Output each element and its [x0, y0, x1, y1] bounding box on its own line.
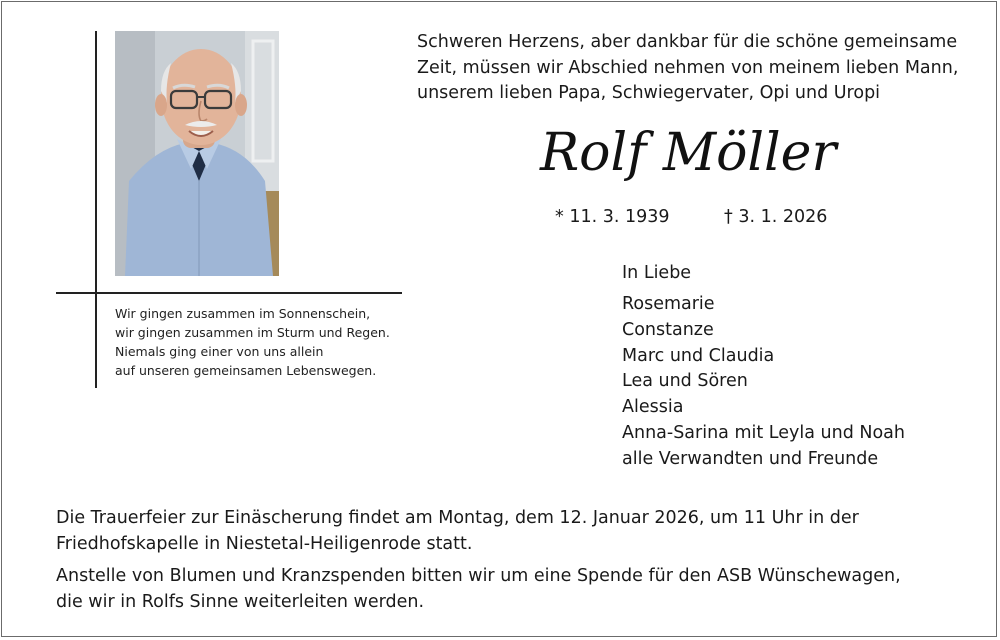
intro-text — [417, 30, 987, 107]
mourner-name: Lea und Sören — [622, 371, 748, 392]
mourner-name: Rosemarie — [622, 294, 715, 314]
intro-line: unserem lieben Papa, Schwiegervater, Opi und Uropi — [417, 83, 881, 103]
mourner-name: Marc und Claudia — [622, 345, 775, 366]
donation-notice — [56, 563, 956, 615]
portrait-photo — [115, 31, 279, 276]
cross-horizontal-line — [56, 292, 402, 294]
poem-line: auf unseren gemeinsamen Lebenswegen. — [115, 363, 377, 378]
poem — [115, 304, 415, 380]
mourner-name: Alessia — [622, 397, 684, 418]
mourners-list — [622, 292, 905, 473]
ceremony-line: Die Trauerfeier zur Einäscherung findet am Montag, dem 12. Januar 2026, um 11 Uhr in der — [56, 508, 859, 528]
mourner-name: alle Verwandten und Freunde — [622, 448, 879, 469]
mourners-heading: In Liebe — [622, 263, 692, 283]
ceremony-line: Friedhofskapelle in Niestetal-Heiligenrode statt. — [56, 534, 473, 554]
death-date: † 3. 1. 2026 — [724, 207, 828, 227]
poem-line: Niemals ging einer von uns allein — [115, 344, 324, 359]
deceased-name: Rolf Möller — [540, 123, 837, 183]
donation-line: Anstelle von Blumen und Kranzspenden bitten wir um eine Spende für den ASB Wünschewagen, — [56, 566, 901, 586]
birth-date: * 11. 3. 1939 — [555, 207, 670, 227]
intro-line: Schweren Herzens, aber dankbar für die schöne gemeinsame — [417, 32, 958, 52]
ceremony-notice — [56, 505, 956, 557]
poem-line: Wir gingen zusammen im Sonnenschein, — [115, 306, 371, 321]
cross-vertical-line — [95, 31, 97, 388]
mourner-name: Anna-Sarina mit Leyla und Noah — [622, 422, 905, 443]
donation-line: die wir in Rolfs Sinne weiterleiten werden. — [56, 592, 425, 612]
intro-line: Zeit, müssen wir Abschied nehmen von meinem lieben Mann, — [417, 57, 959, 78]
poem-line: wir gingen zusammen im Sturm und Regen. — [115, 325, 390, 340]
mourner-name: Constanze — [622, 319, 714, 340]
